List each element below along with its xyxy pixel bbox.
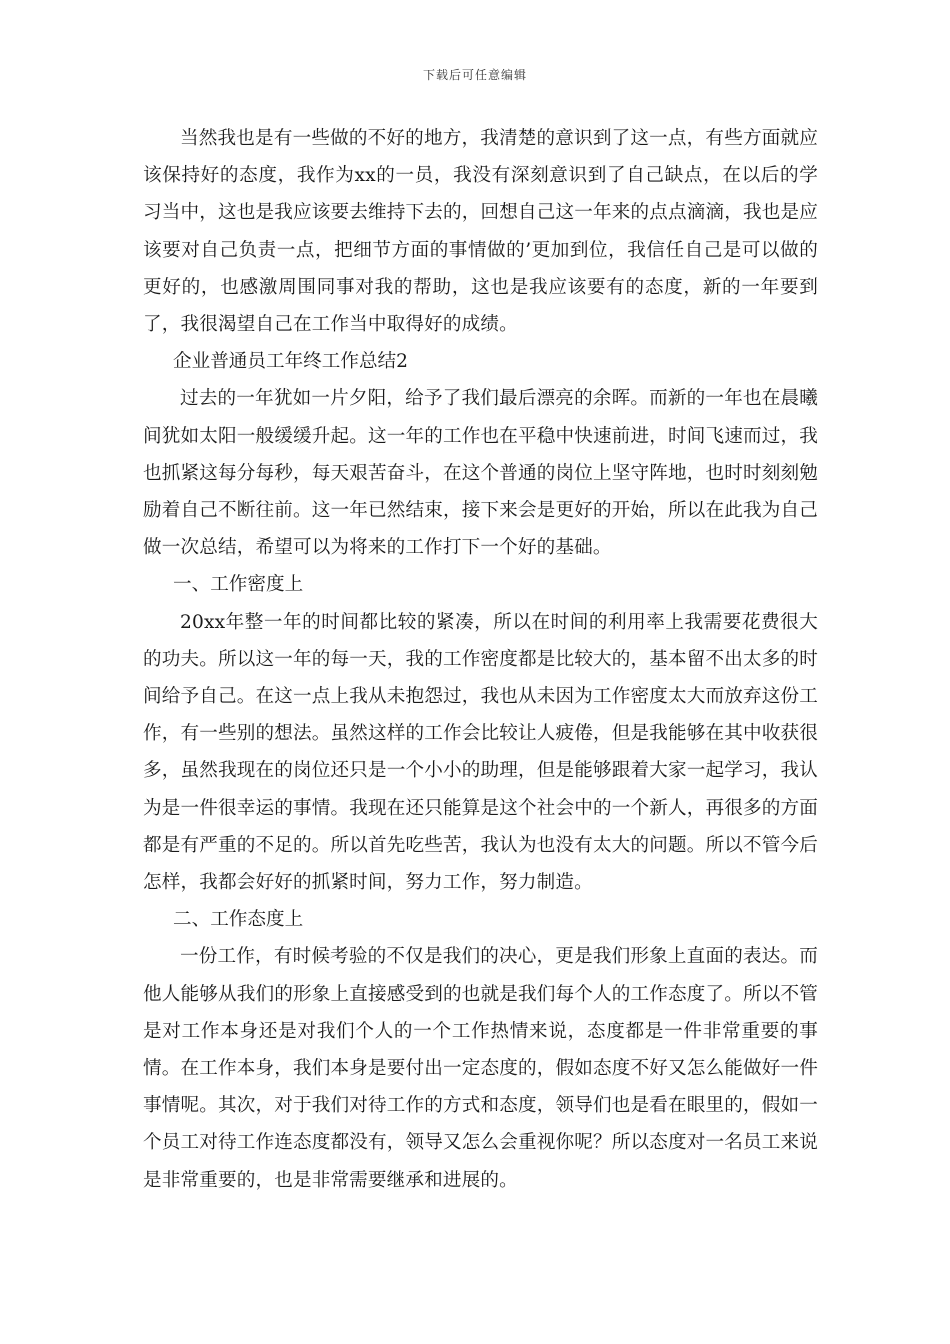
paragraph-2: 过去的一年犹如一片夕阳，给予了我们最后漂亮的余晖。而新的一年也在晨曦间犹如太阳一般缓缓升起。这一年的工作也在平稳中快速前进，时间飞速而过，我也抓紧这每分每秒，每天艰苦奋斗，在这个普通的岗位上坚守阵地，也时时刻刻勉励着自己不断往前。这一年已然结束，接下来会是更好的开始，所以在此我为自己做一次总结，希望可以为将来的工作打下一个好的基础。 <box>143 388 818 559</box>
section-heading-2: 二、工作态度上 <box>173 909 304 931</box>
paragraph-3: 20xx年整一年的时间都比较的紧凑，所以在时间的利用率上我需要花费很大的功夫。所以这一年的每一天，我的工作密度都是比较大的，基本留不出太多的时间给予自己。在这一点上我从未抱怨过，我也从未因为工作密度太大而放弃这份工作，有一些别的想法。虽然这样的工作会比较让人疲倦，但是我能够在其中收获很多，虽然我现在的岗位还只是一个小小的助理，但是能够跟着大家一起学习，我认为是一件很幸运的事情。我现在还只能算是这个社会中的一个新人，再很多的方面都是有严重的不足的。所以首先吃些苦，我认为也没有太大的问题。所以不管今后怎样，我都会好好的抓紧时间，努力工作，努力制造。 <box>143 611 818 894</box>
section-heading-1: 一、工作密度上 <box>173 574 304 596</box>
article-title-2: 企业普通员工年终工作总结2 <box>173 351 408 373</box>
page-header: 下载后可任意编辑 <box>422 68 527 82</box>
paragraph-1: 当然我也是有一些做的不好的地方，我清楚的意识到了这一点，有些方面就应该保持好的态度，我作为xx的一员，我没有深刻意识到了自己缺点，在以后的学习当中，这也是我应该要去维持下去的，回想自己这一年来的点点滴滴，我也是应该要对自己负责一点，把细节方面的事情做的’更加到位，我信任自己是可以做的更好的，也感激周围同事对我的帮助，这也是我应该要有的态度，新的一年要到了，我很渴望自己在工作当中取得好的成绩。 <box>143 128 818 336</box>
document-body <box>143 120 818 1199</box>
paragraph-4: 一份工作，有时候考验的不仅是我们的决心，更是我们形象上直面的表达。而他人能够从我们的形象上直接感受到的也就是我们每个人的工作态度了。所以不管是对工作本身还是对我们个人的一个工作热情来说，态度都是一件非常重要的事情。在工作本身，我们本身是要付出一定态度的，假如态度不好又怎么能做好一件事情呢。其次，对于我们对待工作的方式和态度，领导们也是看在眼里的，假如一个员工对待工作连态度都没有，领导又怎么会重视你呢？所以态度对一名员工来说是非常重要的，也是非常需要继承和进展的。 <box>143 946 818 1191</box>
